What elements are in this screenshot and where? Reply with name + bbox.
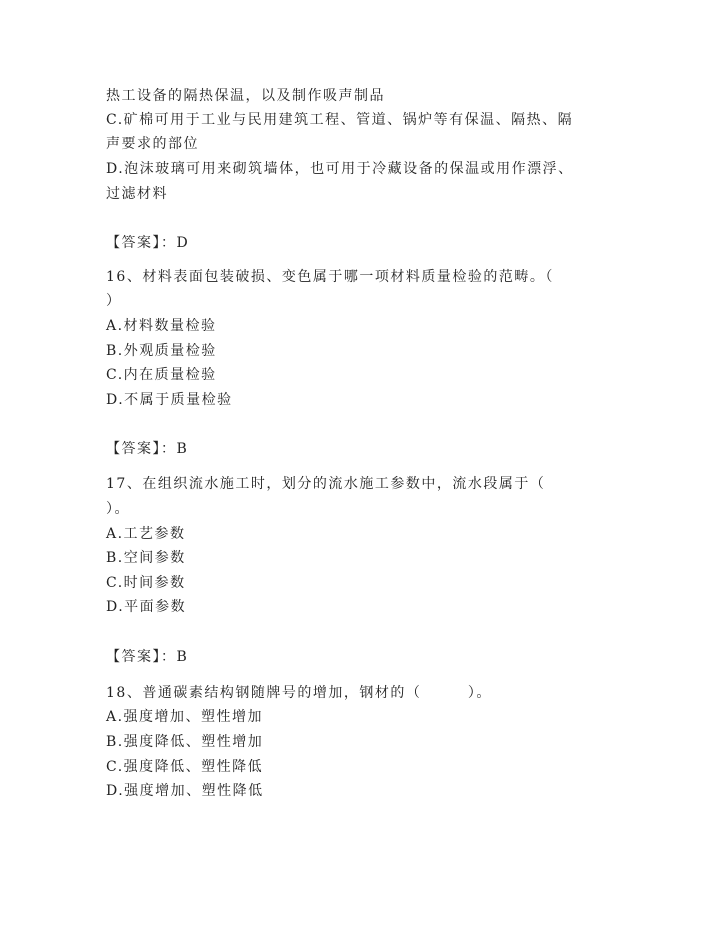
question-18-option-b: B.强度降低、塑性增加 xyxy=(106,734,264,750)
question-16-option-c: C.内在质量检验 xyxy=(106,367,217,383)
question-16-option-a: A.材料数量检验 xyxy=(106,318,217,334)
question-18-text: 18、普通碳素结构钢随牌号的增加，钢材的（ ）。 xyxy=(106,685,492,701)
question-17-option-c: C.时间参数 xyxy=(106,575,186,591)
answer-16: 【答案】：B xyxy=(106,441,189,457)
question-16-option-b: B.外观质量检验 xyxy=(106,343,217,359)
question-18-option-c: C.强度降低、塑性降低 xyxy=(106,759,264,775)
question-17-option-d: D.平面参数 xyxy=(106,599,187,615)
answer-15: 【答案】：D xyxy=(106,235,190,251)
question-17-option-a: A.工艺参数 xyxy=(106,526,186,542)
text-line-option-d-2: 过滤材料 xyxy=(106,186,168,202)
question-17-text-cont: ）。 xyxy=(106,501,130,517)
answer-17: 【答案】：B xyxy=(106,649,189,665)
question-16-option-d: D.不属于质量检验 xyxy=(106,392,233,408)
question-16-text-cont: ） xyxy=(106,293,122,309)
text-line-prev-option-b-end: 热工设备的隔热保温，以及制作吸声制品 xyxy=(106,88,385,104)
question-17-option-b: B.空间参数 xyxy=(106,550,186,566)
question-17-text: 17、在组织流水施工时，划分的流水施工参数中，流水段属于（ xyxy=(106,476,546,492)
text-line-option-c-2: 声要求的部位 xyxy=(106,136,199,152)
text-line-option-c-1: C.矿棉可用于工业与民用建筑工程、管道、锅炉等有保温、隔热、隔 xyxy=(106,112,574,128)
text-line-option-d-1: D.泡沫玻璃可用来砌筑墙体，也可用于冷藏设备的保温或用作漂浮、 xyxy=(106,161,574,177)
question-16-text: 16、材料表面包装破损、变色属于哪一项材料质量检验的范畴。（ xyxy=(106,269,554,285)
question-18-option-a: A.强度增加、塑性增加 xyxy=(106,709,264,725)
question-18-option-d: D.强度增加、塑性降低 xyxy=(106,783,264,799)
